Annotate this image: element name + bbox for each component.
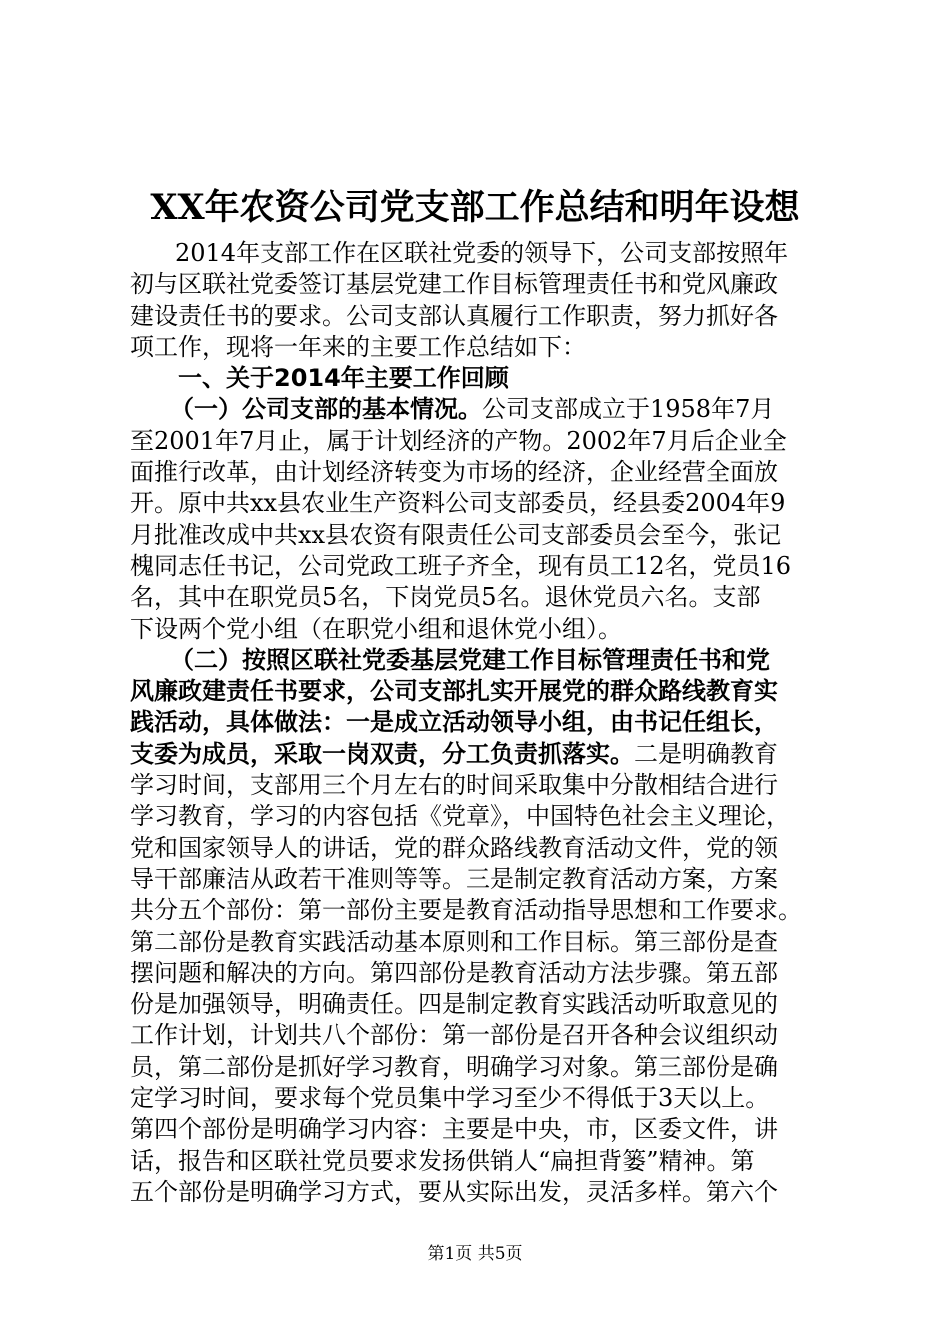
body-text-run: 月批准改成中共xx县农资有限责任公司支部委员会至今，张记	[130, 520, 782, 549]
text-line	[130, 457, 830, 488]
text-line	[130, 1146, 830, 1177]
text-line	[130, 238, 830, 269]
page-footer: 第1页 共5页	[427, 1244, 523, 1264]
text-line	[130, 1052, 830, 1083]
body-text-run: 二是明确教育	[634, 739, 778, 768]
body-text-run: 开。原中共xx县农业生产资料公司支部委员，经县委2004年9	[130, 489, 786, 518]
body-text-run: 五个部份是明确学习方式，要从实际出发，灵活多样。第六个	[130, 1177, 778, 1206]
body-text-run: 定学习时间，要求每个党员集中学习至少不得低于3天以上。	[130, 1084, 770, 1113]
body-text-run: 初与区联社党委签订基层党建工作目标管理责任书和党风廉政	[130, 270, 778, 299]
text-line	[130, 551, 830, 582]
text-line	[130, 833, 830, 864]
text-line	[130, 332, 830, 363]
text-line	[130, 394, 830, 425]
text-line	[130, 895, 830, 926]
body-text-run: 项工作，现将一年来的主要工作总结如下：	[130, 332, 586, 361]
text-line	[130, 707, 830, 738]
text-line	[130, 363, 830, 394]
bold-heading-text: 支委为成员，采取一岗双责，分工负责抓落实。	[130, 739, 634, 768]
text-line	[130, 1177, 830, 1208]
text-line	[130, 1020, 830, 1051]
bold-heading-text: 一、关于2014年主要工作回顾	[178, 364, 509, 393]
body-text-run: 共分五个部份：第一部份主要是教育活动指导思想和工作要求。	[130, 896, 802, 925]
text-line	[130, 927, 830, 958]
body-text-run: 员，第二部份是抓好学习教育，明确学习对象。第三部份是确	[130, 1052, 778, 1081]
text-line	[130, 520, 830, 551]
text-line	[130, 488, 830, 519]
text-line	[130, 614, 830, 645]
body-text-run: 第四个部份是明确学习内容：主要是中央，市，区委文件，讲	[130, 1115, 778, 1144]
body-text-run: 导干部廉洁从政若干准则等等。三是制定教育活动方案，方案	[130, 864, 778, 893]
text-line	[130, 739, 830, 770]
body-text-run: 摆问题和解决的方向。第四部份是教育活动方法步骤。第五部	[130, 958, 778, 987]
document-title: XX年农资公司党支部工作总结和明年设想	[150, 187, 800, 228]
body-text-run: 份是加强领导，明确责任。四是制定教育实践活动听取意见的	[130, 990, 778, 1019]
document-body	[130, 238, 830, 1208]
body-text-run: 党和国家领导人的讲话，党的群众路线教育活动文件，党的领	[130, 833, 778, 862]
body-text-run: 公司支部成立于1958年7月	[482, 395, 775, 424]
body-text-run: 名，其中在职党员5名，下岗党员5名。退休党员六名。支部	[130, 583, 761, 612]
body-text-run: 面推行改革，由计划经济转变为市场的经济，企业经营全面放	[130, 458, 778, 487]
body-text-run: 建设责任书的要求。公司支部认真履行工作职责，努力抓好各	[130, 301, 778, 330]
body-text-run: 第二部份是教育实践活动基本原则和工作目标。第三部份是查	[130, 927, 778, 956]
text-line	[130, 770, 830, 801]
text-line	[130, 989, 830, 1020]
text-line	[130, 645, 830, 676]
body-text-run: 话，报告和区联社党员要求发扬供销人“扁担背篓”精神。第	[130, 1146, 755, 1175]
body-text-run: 工作计划，计划共八个部份：第一部份是召开各种会议组织动	[130, 1021, 778, 1050]
body-text-run: 学习教育，学习的内容包括《党章》，中国特色社会主义理论，	[130, 802, 790, 831]
body-text-run: 学习时间，支部用三个月左右的时间采取集中分散相结合进行	[130, 771, 778, 800]
text-line	[130, 426, 830, 457]
bold-heading-text: （一）公司支部的基本情况。	[170, 395, 482, 424]
text-line	[130, 1114, 830, 1145]
text-line	[130, 301, 830, 332]
text-line	[130, 1083, 830, 1114]
bold-heading-text: 风廉政建责任书要求，公司支部扎实开展党的群众路线教育实	[130, 677, 778, 706]
body-text-run: 下设两个党小组（在职党小组和退休党小组）。	[130, 614, 622, 643]
body-text-run: 槐同志任书记，公司党政工班子齐全，现有员工12名，党员16	[130, 551, 792, 580]
text-line	[130, 269, 830, 300]
text-line	[130, 864, 830, 895]
body-text-run: 至2001年7月止，属于计划经济的产物。2002年7月后企业全	[130, 426, 787, 455]
text-line	[130, 582, 830, 613]
text-line	[130, 958, 830, 989]
bold-heading-text: （二）按照区联社党委基层党建工作目标管理责任书和党	[170, 645, 770, 674]
bold-heading-text: 践活动，具体做法：一是成立活动领导小组，由书记任组长，	[130, 708, 778, 737]
body-text-run: 2014年支部工作在区联社党委的领导下，公司支部按照年	[175, 239, 789, 267]
text-line	[130, 676, 830, 707]
text-line	[130, 801, 830, 832]
